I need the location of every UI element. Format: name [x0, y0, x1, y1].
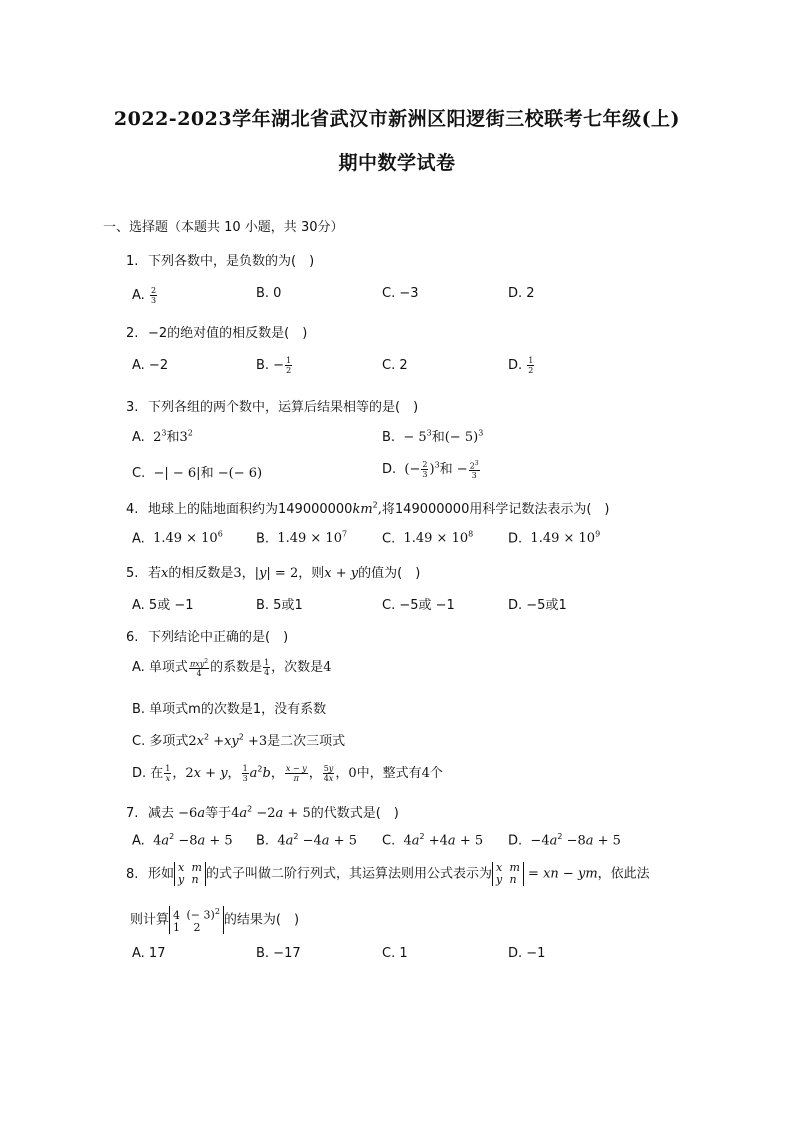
question-number: 1.	[126, 254, 139, 269]
q5-option-c: C. −5或 −1	[382, 598, 455, 613]
q3-option-c: C. −| − 6|和 −(− 6)	[132, 466, 263, 481]
q6-option-c: C. 多项式$2x^2 +xy^2 +3$是二次三项式	[132, 732, 346, 749]
determinant: x m y n	[174, 862, 206, 886]
question-3	[126, 396, 418, 415]
exam-title-line2: 期中数学试卷	[338, 152, 456, 174]
q3-option-a: A. $2^3$和$3^2$	[132, 428, 193, 445]
question-8-cont: 则计算 4 (− 3)$^2$ 1 2 的结果为( )	[130, 907, 300, 934]
q4-option-b: B. $1.49 \times 10^7$	[256, 530, 348, 547]
q8-option-b: B. −17	[256, 946, 301, 961]
q7-option-d: D. $-4a^2 -8a + 5$	[508, 832, 621, 849]
question-2	[126, 322, 307, 341]
question-text: 下列结论中正确的是( )	[148, 630, 289, 645]
q8-option-a: A. 17	[132, 946, 166, 961]
q6-option-a: A. 单项式 $\frac{\pi xy^2}{4}$ 的系数是 $\frac{1}{4}$ ，次数是4	[132, 657, 332, 679]
q3-option-b: B. − $5^3$和(− 5)$^3$	[382, 428, 484, 445]
q7-option-b: B. $4a^2 -4a + 5$	[256, 832, 357, 849]
question-number: 8.	[126, 866, 139, 882]
q2-option-a: A. −2	[132, 358, 169, 373]
question-text: −2的绝对值的相反数是( )	[148, 326, 308, 341]
q4-option-c: C. $1.49 \times 10^8$	[382, 530, 474, 547]
q3-option-d: D. (− $\frac{2}{3}$ )$^3$和 − $\frac{2^3}{3}$	[382, 459, 479, 481]
question-4: 4. 地球上的陆地面积约为$149000000km^2$,将149000000用科学记数法表示为( )	[126, 500, 610, 517]
fraction: $\frac{1}{2}$	[286, 356, 292, 375]
q1-option-a: A. $\frac{2}{3}$	[132, 286, 157, 305]
fraction: $\frac{2}{3}$	[150, 286, 157, 305]
q2-option-d: D. $\frac{1}{2}$	[508, 356, 534, 375]
q4-option-d: D. $1.49 \times 10^9$	[508, 530, 601, 547]
question-number: 7.	[126, 806, 139, 821]
question-number: 6.	[126, 630, 139, 645]
question-6	[126, 626, 288, 645]
question-8: 8. 形如 x m y n 的式子叫做二阶行列式，其运算法则用公式表示为 x m y n = xn − ym，依此法	[126, 861, 650, 886]
determinant: 4 (− 3)$^2$ 1 2	[169, 906, 224, 934]
q2-option-c: C. 2	[382, 358, 408, 373]
q5-option-a: A. 5或 −1	[132, 598, 194, 613]
q4-option-a: A. $1.49 \times 10^6$	[132, 530, 223, 547]
q1-option-b: B. 0	[256, 286, 282, 301]
fraction: $\frac{1}{2}$	[528, 356, 534, 375]
section-heading: 一、选择题（本题共 10 小题，共 30分）	[103, 220, 344, 235]
question-7: 7. 减去 −6a等于$4a^2 -2a + 5$的代数式是( )	[126, 804, 399, 821]
q5-option-b: B. 5或1	[256, 598, 303, 613]
q5-option-d: D. −5或1	[508, 598, 567, 613]
question-number: 5.	[126, 566, 139, 581]
question-number: 4.	[126, 502, 139, 517]
question-text: 下列各组的两个数中，运算后结果相等的是( )	[148, 400, 419, 415]
question-text-cont: 将149000000用科学记数法表示为( )	[381, 502, 610, 517]
question-1	[126, 250, 314, 269]
q6-option-d: D. 在 $\frac{1}{x}$ ，2x + y， $\frac{1}{3}$ $a^2b$， $\frac{x - y}{\pi}$ ， $\frac{5y}{4x}$ ，0中，整式有4个	[132, 764, 443, 783]
determinant: x m y n	[492, 862, 524, 886]
question-text: 下列各数中，是负数的为( )	[148, 254, 315, 269]
question-text: 地球上的陆地面积约为149000000	[148, 502, 353, 517]
q1-option-c: C. −3	[382, 286, 419, 301]
exam-title-line1: 2022-2023学年湖北省武汉市新洲区阳逻街三校联考七年级(上)	[113, 108, 681, 130]
q7-option-c: C. $4a^2 +4a + 5$	[382, 832, 484, 849]
q2-option-b: B. − $\frac{1}{2}$	[256, 356, 292, 375]
q8-option-d: D. −1	[508, 946, 546, 961]
q1-option-d: D. 2	[508, 286, 535, 301]
question-number: 2.	[126, 326, 139, 341]
q8-option-c: C. 1	[382, 946, 408, 961]
q7-option-a: A. $4a^2 -8a + 5$	[132, 832, 233, 849]
question-5: 5. 若x的相反数是3，|y| = 2，则x + y的值为( )	[126, 566, 421, 581]
question-number: 3.	[126, 400, 139, 415]
q6-option-b: B. 单项式m的次数是1，没有系数	[132, 702, 327, 717]
